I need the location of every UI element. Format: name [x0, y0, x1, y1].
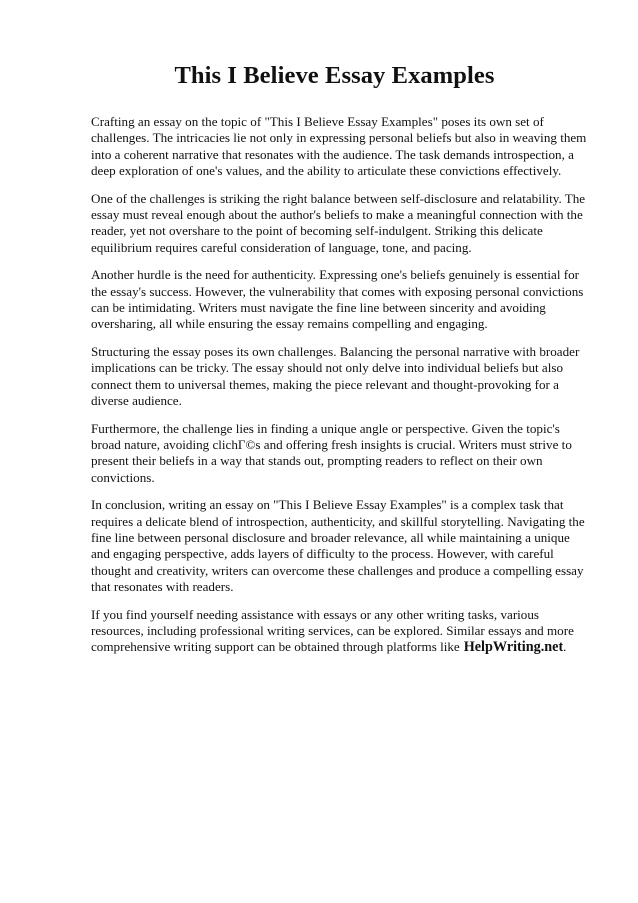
paragraph-unique-angle: Furthermore, the challenge lies in finding a unique angle or perspective. Given the topic's broad nature, avoiding clichГ©s and offering fresh insights is crucial. Writers must strive to present their beliefs in a way that stands out, prompting readers to reflect on their own convictions. [91, 420, 572, 485]
paragraph-conclusion: In conclusion, writing an essay on "This I Believe Essay Examples" is a complex task that requires a delicate blend of introspection, authenticity, and skillful storytelling. Navigating the fine line between personal disclosure and broader relevance, all while maintaining a unique and engaging perspective, adds layers of difficulty to the process. However, with careful thought and creativity, writers can overcome these challenges and produce a compelling essay that resonates with readers. [91, 497, 585, 594]
helpwriting-link[interactable]: HelpWriting.net [463, 639, 564, 656]
closing-text: If you find yourself needing assistance with essays or any other writing tasks, various resources, including professional writing services, can be explored. Similar essays and more comprehensive writing support can be obtained through platforms like [91, 606, 574, 655]
paragraph-authenticity: Another hurdle is the need for authenticity. Expressing one's beliefs genuinely is essential for the essay's success. However, the vulnerability that comes with exposing personal convictions can be intimidating. Writers must navigate the fine line between sincerity and avoiding oversharing, all while ensuring the essay remains compelling and engaging. [91, 267, 584, 332]
document-title: This I Believe Essay Examples [174, 62, 495, 89]
paragraph-balance: One of the challenges is striking the right balance between self-disclosure and relatability. The essay must reveal enough about the author's beliefs to make a meaningful connection with the reader, yet not overshare to the point of becoming self-indulgent. Striking this delicate equilibrium requires careful consideration of language, tone, and pacing. [91, 190, 586, 255]
paragraph-intro: Crafting an essay on the topic of "This I Believe Essay Examples" poses its own set of challenges. The intricacies lie not only in expressing personal beliefs but also in weaving them into a coherent narrative that resonates with the audience. The task demands introspection, a deep exploration of one's values, and the ability to articulate these convictions effectively. [91, 114, 587, 178]
paragraph-structure: Structuring the essay poses its own challenges. Balancing the personal narrative with broader implications can be tricky. The essay should not only delve into individual beliefs but also connect them to universal themes, making the piece relevant and thought-provoking for a diverse audience. [91, 344, 580, 408]
closing-period: . [563, 639, 567, 655]
paragraph-closing [91, 607, 591, 656]
